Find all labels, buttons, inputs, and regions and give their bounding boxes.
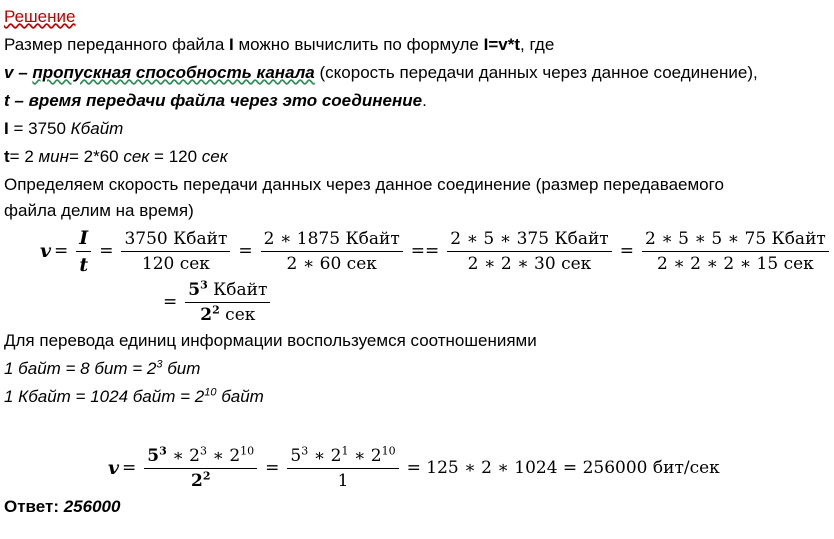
text-line-t-definition: t – время передачи файла через это соединение.: [4, 91, 427, 110]
math-var-v: v: [40, 240, 52, 262]
fraction-i-over-t: $\frac{I}{t}$: [76, 227, 91, 276]
answer-label: Ответ:: [4, 497, 64, 516]
text-line-speed-intro-cont: файла делим на время): [4, 201, 194, 220]
text-line-byte-conversion: 1 байт = 8 бит = $2^3$ бит: [4, 358, 201, 378]
fraction-step-3: $\frac{\text{2 ∗ 5 ∗ 375 Кбайт}}{\text{2 ∗ 2 ∗ 30 сек}}$: [447, 229, 611, 274]
text-line-kbyte-conversion: 1 Кбайт = 1024 байт = $2^{10}$ байт: [4, 386, 264, 406]
final-result: = 125 ∗ 2 ∗ 1024 = 256000 бит/сек: [406, 458, 720, 478]
fraction-5pow3-over-2pow2: $\frac{5^3 Кбайт}{2^2 сек}$: [185, 280, 270, 325]
equation-final-speed: v = $\frac{5^3 ∗ 2^3 ∗ 2^{10}}{2^2}$ = $\frac{5^3 ∗ 2^1 ∗ 2^{10}}{1}$ = 125 ∗ 2 ∗ 1024 = 256000 бит/сек: [108, 443, 720, 491]
answer-value: 256000: [63, 497, 121, 516]
math-var-v: v: [108, 457, 120, 479]
equation-speed-simplified: = $\frac{5^3 Кбайт}{2^2 сек}$: [160, 274, 275, 330]
solution-title: Решение: [4, 7, 76, 26]
fraction-final-1: $\frac{5^3 ∗ 2^3 ∗ 2^{10}}{2^2}$: [144, 446, 257, 491]
fraction-3750-over-120: $\frac{\text{3750 Кбайт}}{\text{120 сек}}$: [121, 229, 230, 274]
text-line-time: t= 2 мин= 2*60 сек = 120 сек: [4, 147, 228, 166]
text-line-v-definition: v – пропускная способность канала (скорость передачи данных через данное соединение),: [4, 63, 758, 82]
equation-speed-derivation: v = $\frac{I}{t}$ = $\frac{\text{3750 Кбайт}}{\text{120 сек}}$ = $\frac{\text{2 ∗ 1875 Кбайт}}{\text{2 ∗ 60 сек}}$ == $\frac{\text{2 ∗ 5 ∗ 375 Кбайт}}{\text{2 ∗ 2 ∗ 30 сек}}$ = $\frac{\text{2 ∗ 5 ∗ 5 ∗ 75 Кбайт}}{\text{2 ∗ 2 ∗ 2 ∗ 15 сек}}$: [40, 222, 834, 280]
fraction-step-2: $\frac{\text{2 ∗ 1875 Кбайт}}{\text{2 ∗ 60 сек}}$: [261, 229, 403, 274]
fraction-step-4: $\frac{\text{2 ∗ 5 ∗ 5 ∗ 75 Кбайт}}{\text{2 ∗ 2 ∗ 2 ∗ 15 сек}}$: [642, 229, 829, 274]
text-line-file-size: I = 3750 Кбайт: [4, 119, 124, 138]
fraction-final-2: $\frac{5^3 ∗ 2^1 ∗ 2^{10}}{1}$: [287, 446, 398, 491]
text-line-speed-intro: Определяем скорость передачи данных через данное соединение (размер передаваемого: [4, 175, 724, 194]
text-line-formula-intro: Размер переданного файла I можно вычислить по формуле I=v*t, где: [4, 35, 555, 54]
answer-line: [4, 496, 120, 518]
text-line-conversion-intro: Для перевода единиц информации воспользуемся соотношениями: [4, 331, 537, 350]
